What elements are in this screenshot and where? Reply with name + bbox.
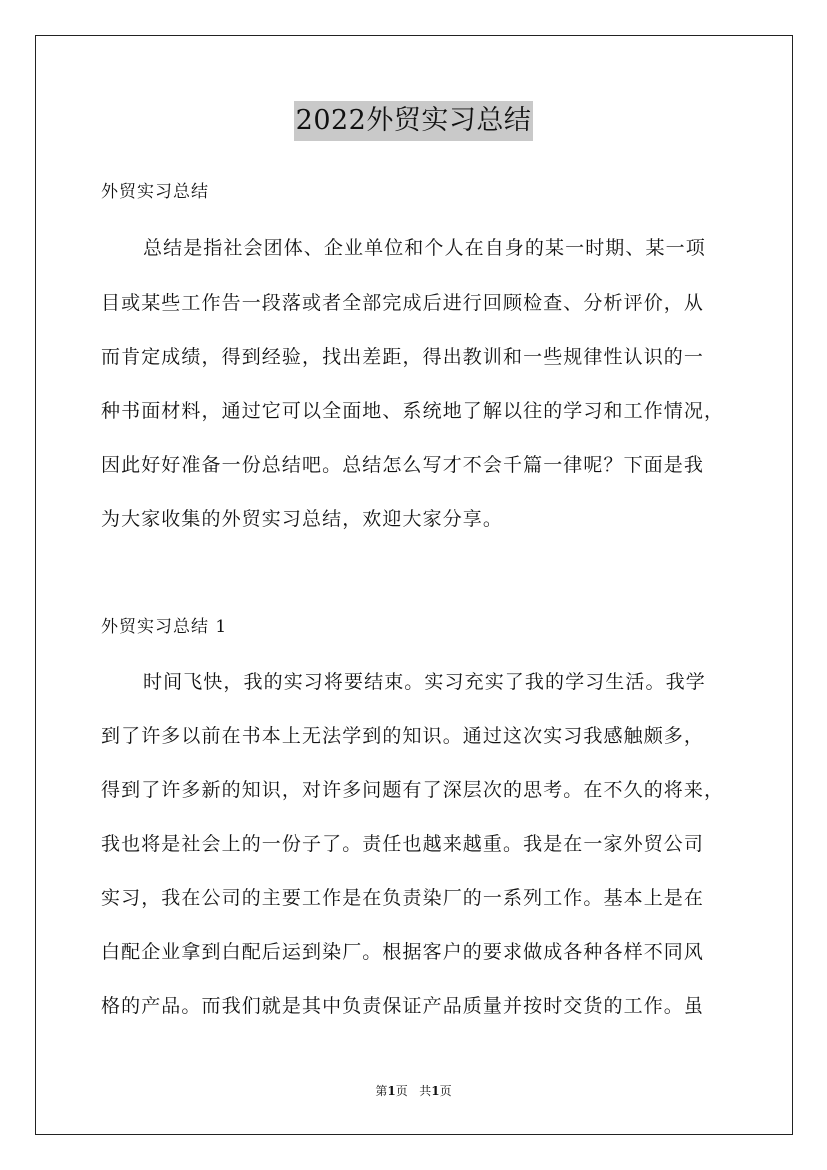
total-label-suffix: 页: [439, 1084, 452, 1098]
page-number: 1: [387, 1084, 396, 1098]
intro-line: 因此好好准备一份总结吧。总结怎么写才不会千篇一律呢？下面是我: [101, 454, 705, 476]
section1-line: 实习，我在公司的主要工作是在负责染厂的一系列工作。基本上是在: [101, 887, 705, 909]
total-label-prefix: 共: [419, 1084, 432, 1098]
document-title: 2022外贸实习总结: [294, 101, 534, 141]
total-pages: 1: [431, 1084, 440, 1098]
section1-heading: 外贸实习总结 1: [101, 617, 228, 637]
intro-line: 目或某些工作告一段落或者全部完成后进行回顾检查、分析评价，从: [101, 292, 705, 314]
section1-line: 格的产品。而我们就是其中负责保证产品质量并按时交货的工作。虽: [101, 995, 705, 1017]
title-wrapper: [0, 101, 827, 141]
section1-line: 到了许多以前在书本上无法学到的知识。通过这次实习我感触颇多，: [101, 725, 705, 747]
section1-line: 我也将是社会上的一份子了。责任也越来越重。我是在一家外贸公司: [101, 833, 705, 855]
intro-line: 种书面材料，通过它可以全面地、系统地了解以往的学习和工作情况，: [101, 400, 725, 422]
section1-line: 得到了许多新的知识，对许多问题有了深层次的思考。在不久的将来，: [101, 779, 725, 801]
intro-heading: 外贸实习总结: [101, 182, 209, 202]
page-label-suffix: 页: [395, 1084, 408, 1098]
page-label-prefix: 第: [375, 1084, 388, 1098]
section1-line: 时间飞快，我的实习将要结束。实习充实了我的学习生活。我学: [143, 671, 706, 693]
page-footer: [0, 1083, 827, 1099]
intro-line: 而肯定成绩，得到经验，找出差距，得出教训和一些规律性认识的一: [101, 346, 705, 368]
section1-line: 白配企业拿到白配后运到染厂。根据客户的要求做成各种各样不同风: [101, 941, 705, 963]
intro-line: 为大家收集的外贸实习总结，欢迎大家分享。: [101, 508, 504, 530]
intro-line: 总结是指社会团体、企业单位和个人在自身的某一时期、某一项: [143, 237, 706, 259]
